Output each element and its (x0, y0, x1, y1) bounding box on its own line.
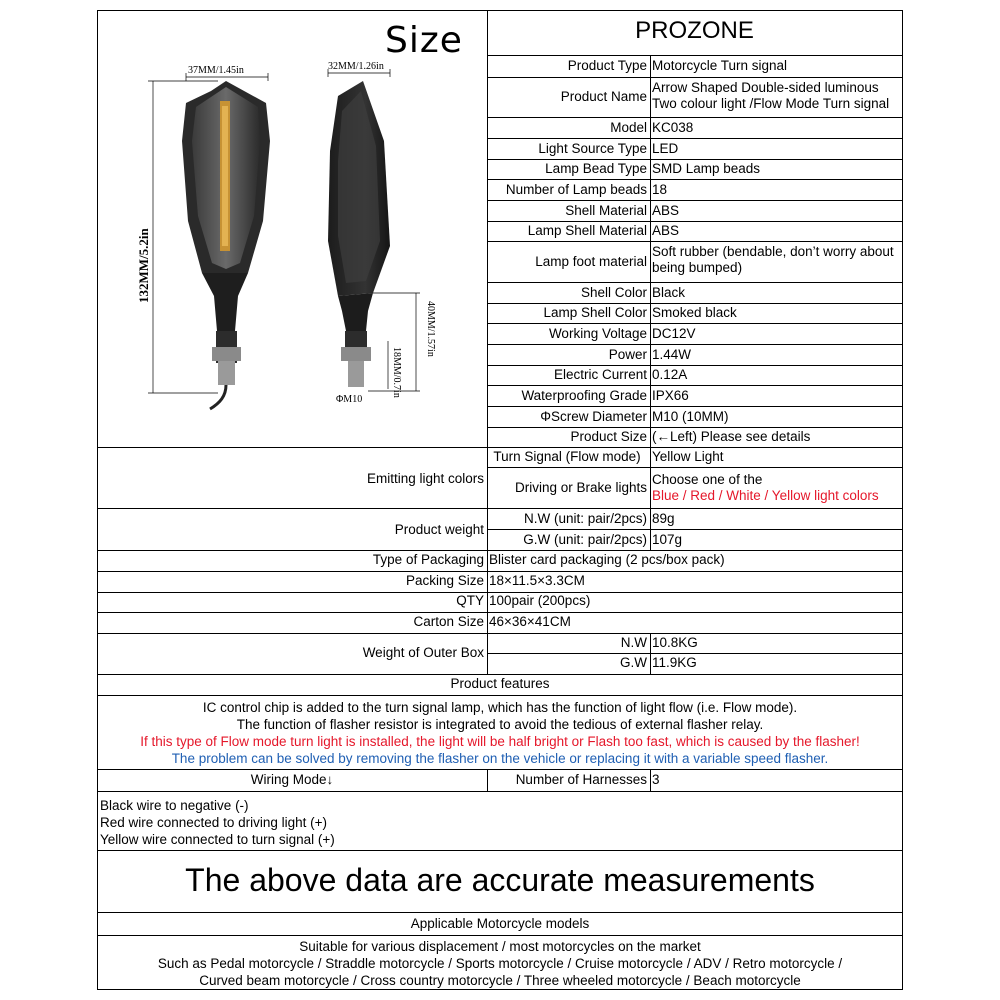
spec-label: Model (610, 119, 647, 135)
outer-gw-value: 11.9KG (652, 655, 697, 670)
spec-value: 0.12A (652, 367, 688, 382)
spec-value: Black (652, 284, 686, 300)
outer-box-label: Weight of Outer Box (362, 645, 484, 660)
grid-line (650, 447, 651, 550)
spec-label: Product Name (560, 89, 647, 104)
wiring-text: Black wire to negative (-) Red wire connected to driving light (+) Yellow wire connected to turn signal (+) (100, 798, 335, 847)
nw-label: N.W (unit: pair/2pcs) (523, 511, 647, 526)
grid-line (98, 695, 902, 696)
grid-line (98, 791, 902, 792)
accuracy-statement: The above data are accurate measurements (185, 862, 815, 898)
spec-label: Light Source Type (538, 140, 647, 156)
grid-line (487, 241, 902, 242)
spec-value: IPX66 (652, 387, 689, 403)
spec-label: Product Type (567, 58, 647, 73)
spec-label: Waterproofing Grade (521, 387, 647, 403)
spec-value: (←Left) Please see details (652, 429, 811, 444)
packaging-label: Packing Size (405, 573, 484, 588)
packaging-value: 18×11.5×3.3CM (489, 573, 585, 588)
gw-label: G.W (unit: pair/2pcs) (523, 532, 647, 547)
grid-line (650, 633, 651, 674)
spec-label: Shell Material (565, 202, 647, 218)
packaging-value: Blister card packaging (2 pcs/box pack) (489, 552, 725, 567)
packaging-value: 46×36×41CM (489, 614, 571, 629)
grid-line (487, 77, 902, 78)
spec-value: DC12V (652, 325, 696, 341)
spec-value: ABS (652, 223, 680, 238)
brand-title: PROZONE (635, 17, 754, 44)
outer-nw-label: N.W (620, 635, 647, 650)
drive-light-label: Driving or Brake lights (514, 480, 647, 495)
spec-value: KC038 (652, 119, 694, 135)
spec-value: 1.44W (652, 346, 692, 362)
models-text: Suitable for various displacement / most motorcycles on the market Such as Pedal motorcycle / Straddle motorcycle / Sports motorcycle / Cruise motorcycle / ADV / Retro motorcycle / Curved beam motorcycle / Cross country motorcycle / Three wheeled motorcycle / Beach motorcycle (157, 939, 843, 988)
spec-label: Shell Color (580, 284, 647, 300)
gw-value: 107g (652, 532, 683, 547)
grid-line (650, 769, 651, 791)
grid-line (98, 935, 902, 936)
spec-value: 18 (652, 181, 668, 197)
thread-label: ΦM10 (336, 394, 363, 405)
spec-value: Arrow Shaped Double-sided luminous Two colour light /Flow Mode Turn signal (652, 80, 890, 111)
features-text: IC control chip is added to the turn signal lamp, which has the function of light flow (i.e. Flow mode). The function of flasher resistor is integrated to avoid the tedious of external flasher relay. If this type of Flow mode turn light is installed, the light will be half bright or Flash too fast, which is caused by the flasher! The problem can be solved by removing the flasher on the vehicle or replacing it with a variable speed flasher. (140, 700, 860, 766)
grid-line (487, 550, 488, 633)
outer-gw-label: G.W (620, 655, 647, 670)
side-width-label: 32MM/1.26in (328, 61, 384, 72)
turn-signal-value: Yellow Light (652, 449, 724, 464)
emitting-label: Emitting light colors (366, 471, 484, 486)
turn-signal-label: Turn Signal (Flow mode) (493, 449, 641, 464)
packaging-label: Type of Packaging (372, 552, 484, 567)
spec-label: Lamp foot material (535, 253, 647, 269)
spec-value: ABS (652, 202, 680, 218)
front-view (182, 81, 270, 409)
harness-label: Number of Harnesses (515, 772, 647, 787)
spec-value: LED (652, 140, 679, 156)
spec-label: Working Voltage (548, 325, 647, 341)
front-width-label: 37MM/1.45in (188, 65, 244, 76)
spec-label: Power (608, 346, 647, 362)
harness-value: 3 (652, 772, 660, 787)
features-title: Product features (450, 676, 550, 691)
spec-label: Number of Lamp beads (505, 181, 647, 197)
spec-label: Electric Current (553, 367, 647, 382)
spec-value: M10 (10MM) (652, 408, 729, 424)
side-view (328, 81, 390, 387)
stem-height-label: 40MM/1.57in (425, 301, 436, 357)
led-strip (220, 101, 230, 251)
spec-label: ΦScrew Diameter (540, 408, 647, 424)
packaging-value: 100pair (200pcs) (489, 593, 591, 608)
grid-line (98, 850, 902, 851)
weight-label: Product weight (394, 522, 484, 537)
spec-value: SMD Lamp beads (652, 161, 761, 176)
spec-value: Soft rubber (bendable, don’t worry about being bumped) (652, 244, 894, 275)
spec-label: Product Size (570, 429, 647, 444)
wiring-mode-label: Wiring Mode↓ (250, 772, 334, 787)
spec-value: Motorcycle Turn signal (652, 58, 788, 73)
thread-height-label: 18MM/0.7in (391, 347, 402, 398)
outer-nw-value: 10.8KG (652, 635, 698, 650)
spec-label: Lamp Shell Color (543, 305, 647, 320)
height-label: 132MM/5.2in (136, 228, 151, 303)
packaging-label: Carton Size (413, 614, 484, 629)
packaging-label: QTY (456, 593, 484, 608)
grid-line (98, 912, 902, 913)
grid-line (487, 467, 902, 468)
models-title: Applicable Motorcycle models (410, 916, 590, 931)
grid-line (650, 55, 651, 447)
nw-value: 89g (652, 511, 675, 526)
spec-label: Lamp Bead Type (545, 161, 647, 176)
turn-signal-diagram (98, 11, 486, 448)
spec-label: Lamp Shell Material (527, 223, 647, 238)
size-title: Size (385, 20, 463, 61)
spec-value: Smoked black (652, 305, 737, 320)
drive-light-value: Choose one of the Blue / Red / White / Yellow light colors (652, 472, 879, 503)
